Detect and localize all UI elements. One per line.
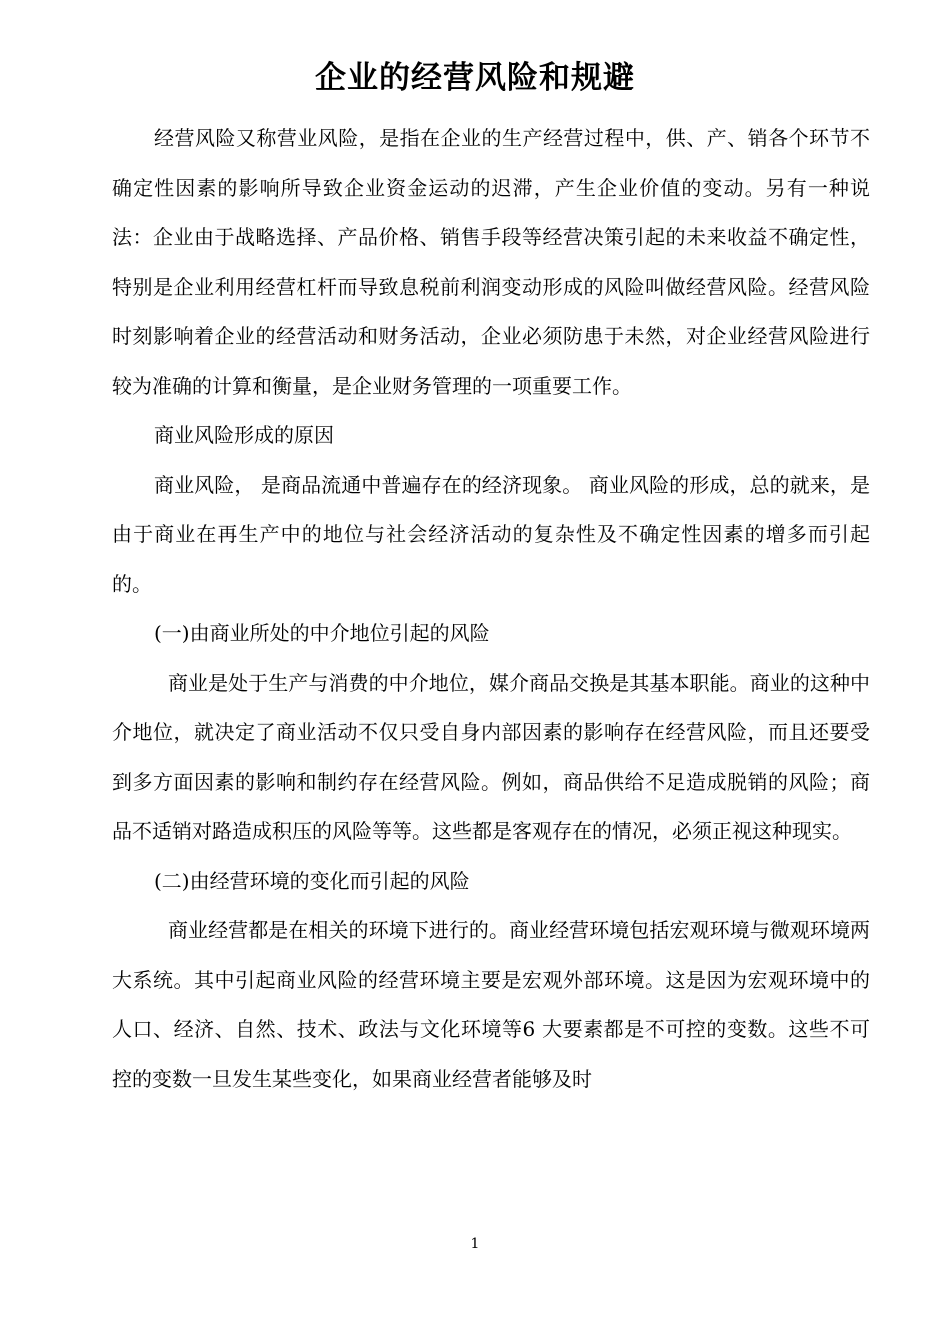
paragraph-environment-risk: 商业经营都是在相关的环境下进行的。商业经营环境包括宏观环境与微观环境两大系统。其中引起商业风险的经营环境主要是宏观外部环境。这是因为宏观环境中的人口、经济、自然、技术、政法与文化环境等6 大要素都是不可控的变数。这些不可控的变数一旦发生某些变化，如果商业经营者能够及时 [112,918,870,1091]
section-heading-causes: 商业风险形成的原因 [154,423,334,447]
subheading-intermediary-risk: (一)由商业所处的中介地位引起的风险 [154,621,490,645]
subheading-environment-risk: (二)由经营环境的变化而引起的风险 [154,868,470,893]
page-number: 1 [470,1236,480,1252]
document-body [112,114,870,1104]
paragraph-intro: 经营风险又称营业风险，是指在企业的生产经营过程中，供、产、销各个环节不确定性因素的影响所导致企业资金运动的迟滞，产生企业价值的变动。另有一种说法：企业由于战略选择、产品价格、销售手段等经营决策引起的未来收益不确定性，特别是企业利用经营杠杆而导致息税前利润变动形成的风险叫做经营风险。经营风险时刻影响着企业的经营活动和财务活动，企业必须防患于未然，对企业经营风险进行较为准确的计算和衡量，是企业财务管理的一项重要工作。 [112,126,870,398]
paragraph-intermediary-risk: 商业是处于生产与消费的中介地位，媒介商品交换是其基本职能。商业的这种中介地位，就决定了商业活动不仅只受自身内部因素的影响存在经营风险，而且还要受到多方面因素的影响和制约存在经营风险。例如，商品供给不足造成脱销的风险；商品不适销对路造成积压的风险等等。这些都是客观存在的情况，必须正视这种现实。 [112,670,870,843]
document-title: 企业的经营风险和规避 [315,60,635,96]
paragraph-causes: 商业风险， 是商品流通中普遍存在的经济现象。 商业风险的形成，总的就来，是由于商业在再生产中的地位与社会经济活动的复杂性及不确定性因素的增多而引起的。 [112,472,870,596]
